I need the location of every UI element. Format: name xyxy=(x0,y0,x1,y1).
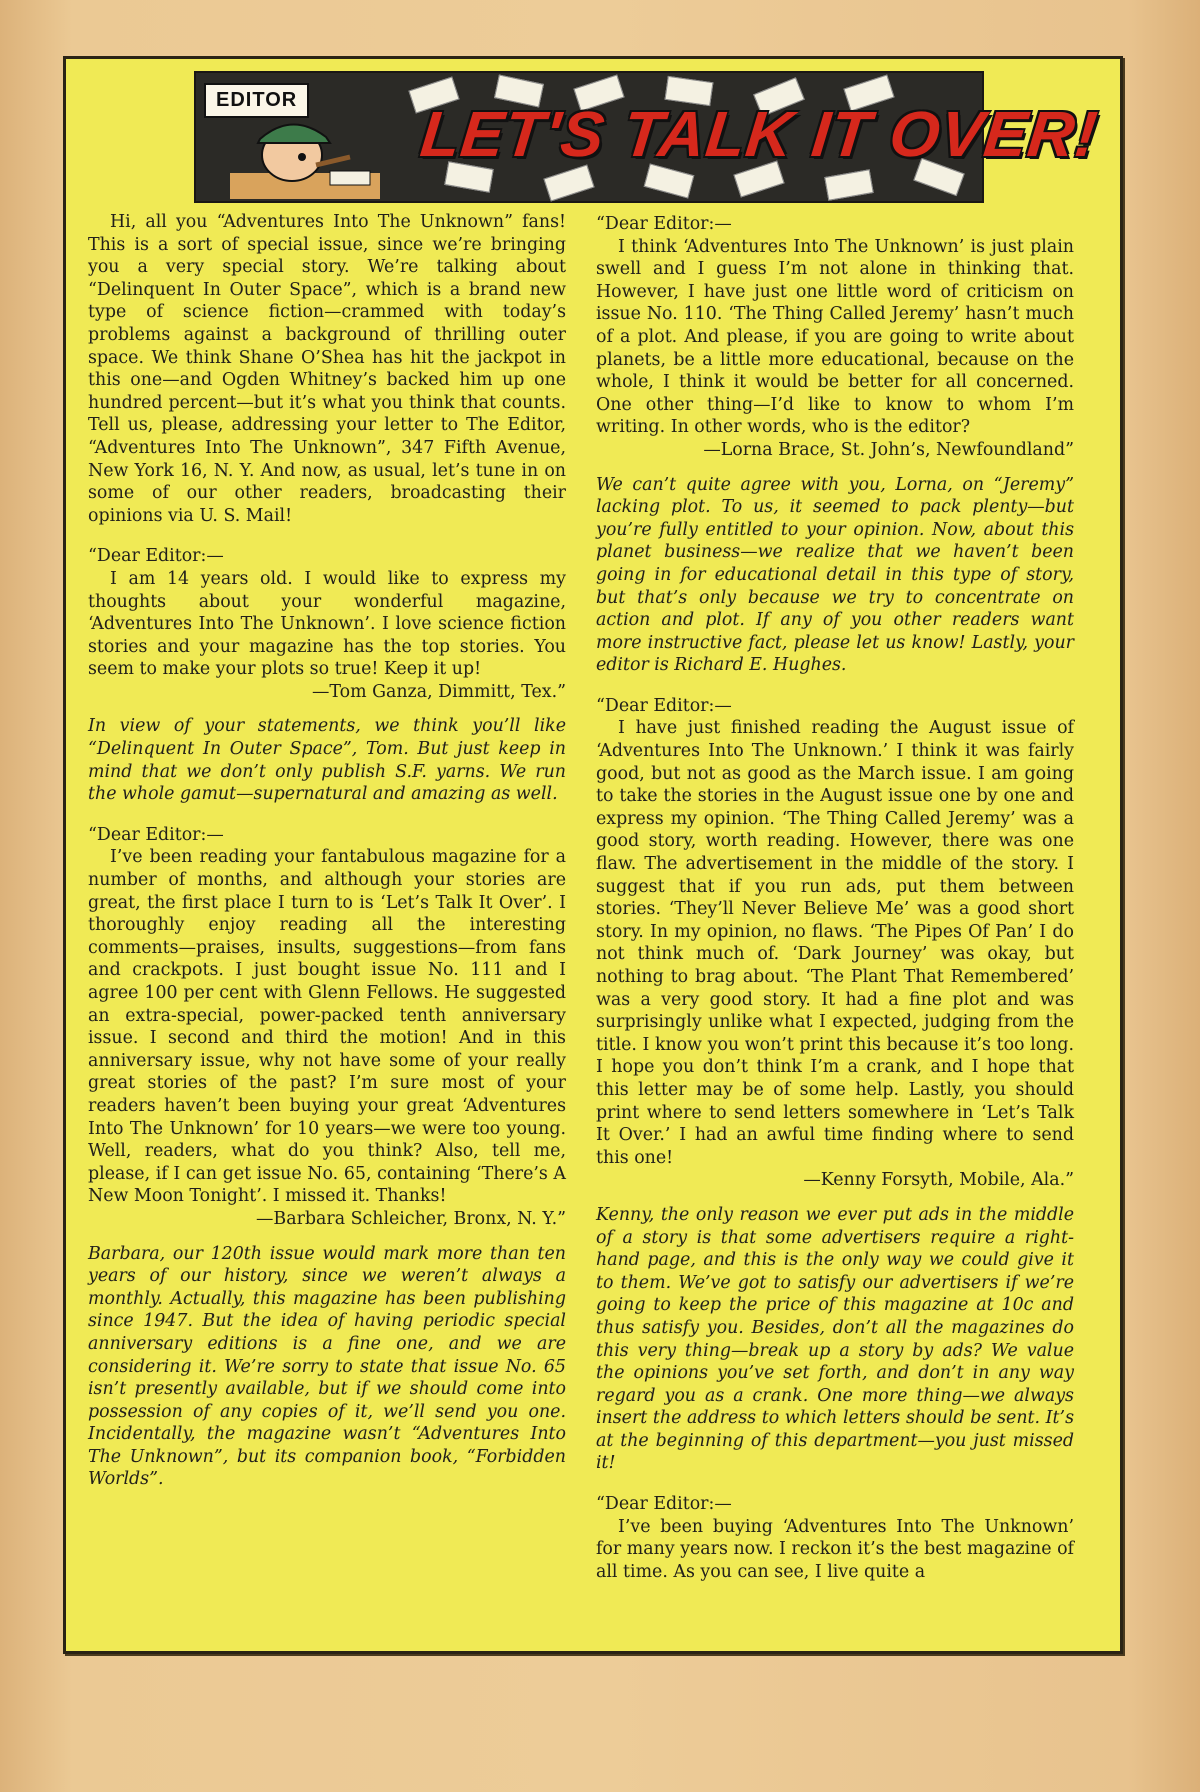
letter-signature: —Kenny Forsyth, Mobile, Ala.” xyxy=(803,1170,1074,1191)
editor-figure-icon xyxy=(230,113,380,199)
letter-salutation: “Dear Editor:— xyxy=(596,1494,732,1515)
editor-reply: Barbara, our 120th issue would mark more than ten years of our history, since we weren’t always a monthly. Actually, this magazine has been publishing since 1947. But the idea of having periodic special anniversary editions is a fine one, and we are considering it. We’re sorry to state that issue No. 65 isn’t presently available, but if we should come into possession of any copies of it, we’ll send you one. Incidentally, the magazine wasn’t “Adventures Into The Unknown”, but its companion book, “Forbidden Worlds”. xyxy=(88,1243,566,1490)
letter-kenny-forsyth xyxy=(596,695,1074,1475)
editor-reply: We can’t quite agree with you, Lorna, on “Jeremy” lacking plot. To us, it seemed to pack plenty—but you’re fully entitled to your opinion. Now, about this planet business—we realize that we haven’t been going in for educational detail in this type of story, but that’s only because we try to concentrate on action and plot. If any of you other readers want more instructive fact, please let us know! Lastly, your editor is Richard E. Hughes. xyxy=(596,474,1074,676)
letter-barbara-schleicher xyxy=(88,824,566,1491)
letter-continued xyxy=(596,1493,1074,1583)
page-title: LET'S TALK IT OVER! xyxy=(417,98,1102,170)
editor-reply: Kenny, the only reason we ever put ads in the middle of a story is that some advertisers require a right-hand page, and this is the only way we could give it to them. We’ve got to satisfy our advertisers if we’re going to keep the price of this magazine at 10c and thus satisfy you. Besides, don’t all the magazines do this very thing—break up a story by ads? We value the opinions you’ve set forth, and don’t in any way regard you as a crank. One more thing—we always insert the address to which letters should be sent. It’s at the beginning of this department—you just missed it! xyxy=(596,1204,1074,1474)
letter-signature: —Barbara Schleicher, Bronx, N. Y.” xyxy=(256,1208,566,1229)
letter-tom-ganza xyxy=(88,545,566,806)
letter-body: I am 14 years old. I would like to express my thoughts about your wonderful magazine, ‘Adventures Into The Unknown’. I love science fiction stories and your magazine has the top stories. You seem to make your plots so true! Keep it up! xyxy=(88,568,566,680)
letter-body: I have just finished reading the August issue of ‘Adventures Into The Unknown.’ I think it was fairly good, but not as good as the March issue. I am going to take the stories in the August issue one by one and express my opinion. ‘The Thing Called Jeremy’ was a good story, worth reading. However, there was one flaw. The advertisement in the middle of the story. I suggest that if you run ads, put them between stories. ‘They’ll Never Believe Me’ was a good short story. In my opinion, no flaws. ‘The Pipes Of Pan’ I do not think much of. ‘Dark Journey’ was okay, but nothing to brag about. ‘The Plant That Remembered’ was a very good story. It had a fine plot and was surprisingly unlike what I expected, judging from the title. I know you won’t print this because it’s too long. I hope you don’t think I’m a crank, and I hope that this letter may be of some help. Lastly, you should print where to send letters somewhere in ‘Let’s Talk It Over.’ I had an awful time finding where to send this one! xyxy=(596,718,1074,1168)
editor-reply: In view of your statements, we think you’ll like “Delinquent In Outer Space”, Tom. But just keep in mind that we don’t only publish S.F. yarns. We run the whole gamut—supernatural and amazing as well. xyxy=(88,716,566,805)
letter-signature: —Lorna Brace, St. John’s, Newfoundland” xyxy=(703,439,1074,460)
editor-tag: EDITOR xyxy=(204,83,309,118)
letter-salutation: “Dear Editor:— xyxy=(596,695,732,716)
intro-paragraph: Hi, all you “Adventures Into The Unknown” fans! This is a sort of special issue, since we’re bringing you a very special story. We’re talking about “Delinquent In Outer Space”, which is a brand new type of science fiction—crammed with today’s problems against a background of thrilling outer space. We think Shane O’Shea has hit the jackpot in this one—and Ogden Whitney’s backed him up one hundred percent—but it’s what you think that counts. Tell us, please, addressing your letter to The Editor, “Adventures Into The Unknown”, 347 Fifth Avenue, New York 16, N. Y. And now, as usual, let’s tune in on some of our other readers, broadcasting their opinions via U. S. Mail! xyxy=(88,212,566,526)
letter-body: I’ve been buying ‘Adventures Into The Unknown’ for many years now. I reckon it’s the best magazine of all time. As you can see, I live quite a xyxy=(596,1516,1074,1582)
header-banner xyxy=(194,71,1102,203)
letter-body: I’ve been reading your fantabulous magazine for a number of months, and although your stories are great, the first place I turn to is ‘Let’s Talk It Over’. I thoroughly enjoy reading all the interesting comments—praises, insults, suggestions—from fans and crackpots. I just bought issue No. 111 and I agree 100 per cent with Glenn Fellows. He suggested an extra-special, power-packed tenth anniversary issue. I second and third the motion! And in this anniversary issue, why not have some of your really great stories of the past? I’m sure most of your readers haven’t been buying your great ‘Adventures Into The Unknown’ for 10 years—we were too young. Well, readers, what do you think? Also, tell me, please, if I can get issue No. 65, containing ‘There’s A New Moon Tonight’. I missed it. Thanks! xyxy=(88,847,566,1207)
letter-salutation: “Dear Editor:— xyxy=(88,546,224,567)
right-column xyxy=(596,213,1074,1583)
letters-panel xyxy=(63,56,1123,1654)
letter-salutation: “Dear Editor:— xyxy=(88,824,224,845)
letter-signature: —Tom Ganza, Dimmitt, Tex.” xyxy=(311,681,566,702)
letter-body: I think ‘Adventures Into The Unknown’ is just plain swell and I guess I’m not alone in thinking that. However, I have just one little word of criticism on issue No. 110. ‘The Thing Called Jeremy’ hasn’t much of a plot. And please, if you are going to write about planets, be a little more educational, because on the whole, I think it would be better for all concerned. One other thing—I’d like to know to whom I’m writing. In other words, who is the editor? xyxy=(596,236,1074,438)
letter-lorna-brace xyxy=(596,213,1074,677)
left-column xyxy=(88,211,566,1509)
letter-salutation: “Dear Editor:— xyxy=(596,214,732,234)
